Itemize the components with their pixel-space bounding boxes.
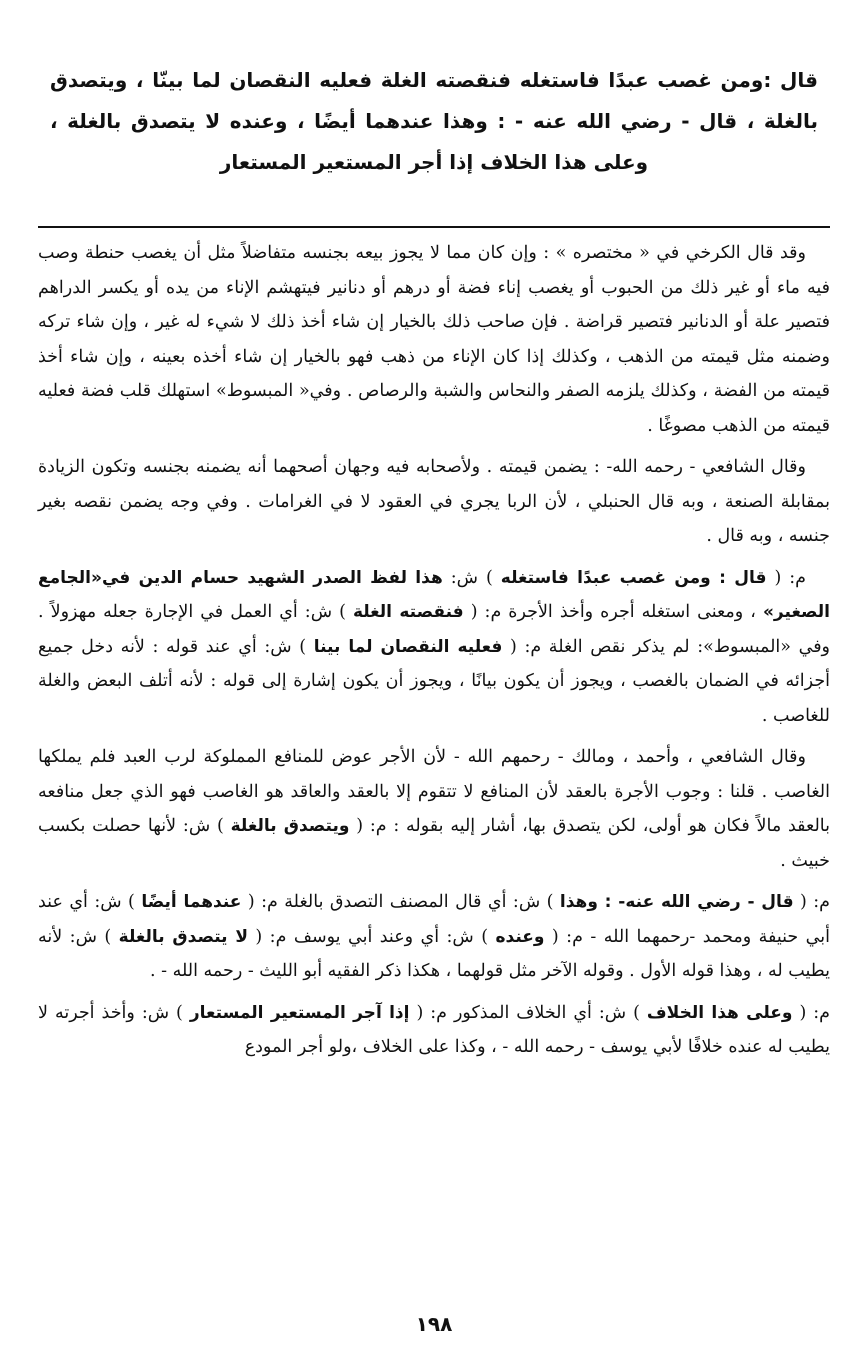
text-run: ) ش: أي عند أبي حنيفة ومحمد -رحمهما الله - م: ( (38, 892, 830, 947)
matn-quote: هذا لفظ الصدر الشهيد حسام الدين في«الجامع الصغير» (38, 567, 831, 622)
matn-quote: فنقصته الغلة (352, 602, 464, 622)
text-run: وقال الشافعي ، وأحمد ، ومالك - رحمهم الله - لأن الأجر عوض للمنافع المملوكة لرب العبد فلم يملكها الغاصب . قلنا : وجوب الأجرة بالعقد لأن المنافع لا تتقوم إلا بالعقد والعاقد هو الغاصب فهو الذي جعل منافعه بالعقد مالاً فكان هو أولى، لكن يتصدق بها، أشار إليه بقوله : م: ( (38, 747, 831, 836)
text-run: ) ش: أي قال المصنف التصدق بالغلة م: ( (241, 892, 560, 912)
text-run: م: ( (766, 567, 807, 588)
matn-quote: فعليه النقصان لما بينا (313, 636, 503, 657)
matn-quote: وعنده (495, 926, 545, 947)
text-run: ) ش: أي عند قوله : لأنه دخل جميع أجزائه في الضمان بالغصب ، ويجوز أن يكون بيانًا ، ويجوز أن يكون إشارة إلى قوله : لأنه أتلف البعض والغلة للغاصب . (38, 636, 830, 726)
page-number: ١٩٨ (415, 1312, 453, 1336)
text-run: ) ش: لأنه يطيب له ، وهذا قوله الأول . وقوله الآخر مثل قولهما ، هكذا ذكر الفقيه أبو الليث - رحمه الله - . (38, 926, 830, 981)
text-run: ) ش: أي الخلاف المذكور م: ( (409, 1002, 647, 1023)
matn-quote: ويتصدق بالغلة (230, 816, 350, 836)
matn-quote: عندهما أيضًا (141, 892, 242, 912)
text-run: ، ومعنى استغله أجره وأخذ الأجرة م: ( (463, 602, 763, 622)
paragraph-1: وقد قال الكرخي في « مختصره » : وإن كان مما لا يجوز بيعه بجنسه متفاضلاً مثل أن يغصب حنطة وصب فيه ماء أو غير ذلك من الحبوب أو يغصب إناء فضة أو درهم أو دنانير فيتهشم الإناء من يده أو يكسر الدراهم فتصير علة أو الدنانير فتصير قراضة . فإن صاحب ذلك بالخيار إن شاء أخذ ذلك لا شيء له غير ، وإن شاء تركه وضمنه مثل قيمته من الذهب ، وكذلك إذا كان الإناء من ذهب فهو بالخيار إن شاء أخذه بعينه ، وإن شاء أخذ قيمته من الفضة ، وكذلك يلزمه الصفر والنحاس والشبة والرصاص . وفي« المبسوط» استهلك قلب فضة فعليه قيمته من الذهب مصوغًا . (38, 243, 830, 436)
paragraph-2: وقال الشافعي - رحمه الله- : يضمن قيمته . ولأصحابه فيه وجهان أصحهما أنه يضمنه بجنسه وتكون الزيادة بمقابلة الصنعة ، وبه قال الحنبلي ، لأن الربا يجري في العقود لا في الغرامات . وفي وجه يضمن نقصه بغير جنسه ، وبه قال . (38, 457, 830, 546)
commentary (38, 236, 830, 1072)
text-run: ) ش: وأخذ أجرته لا يطيب له عنده خلافًا لأبي يوسف - رحمه الله - ، وكذا على الخلاف ،ولو أجر المودع (38, 1002, 830, 1057)
text-run: ) ش: أي وعند أبي يوسف م: ( (247, 926, 496, 947)
matn-quote: قال : ومن غصب عبدًا فاستغله (500, 567, 767, 588)
paragraph-6 (38, 996, 830, 1065)
matn-quote: لا يتصدق بالغلة (118, 926, 248, 947)
page (38, 60, 830, 1372)
matn-text: قال :ومن غصب عبدًا فاستغله فنقصته الغلة فعليه النقصان لما بينّا ، ويتصدق بالغلة ، قال - رضي الله عنه - : وهذا عندهما أيضًا ، وعنده لا يتصدق بالغلة ، وعلى هذا الخلاف إذا أجر المستعير المستعار (50, 68, 818, 174)
text-run: ) ش: أي العمل في الإجارة جعله مهزولاً . وفي «المبسوط»: لم يذكر نقص الغلة م: ( (38, 602, 831, 657)
divider-line (38, 226, 830, 228)
paragraph-5 (38, 885, 830, 989)
text-run: ) ش: (442, 567, 501, 588)
text-run: م: ( (792, 1002, 830, 1023)
text-run: م: ( (793, 892, 831, 912)
paragraph-3 (38, 561, 830, 734)
matn-quote: إذا آجر المستعير المستعار (189, 1002, 410, 1023)
text-run: ) ش: لأنها حصلت بكسب خبيث . (38, 816, 830, 871)
paragraph-4 (38, 740, 830, 878)
matn-quote: وعلى هذا الخلاف (646, 1002, 793, 1023)
matn-quote: قال - رضي الله عنه- : وهذا (559, 892, 794, 912)
